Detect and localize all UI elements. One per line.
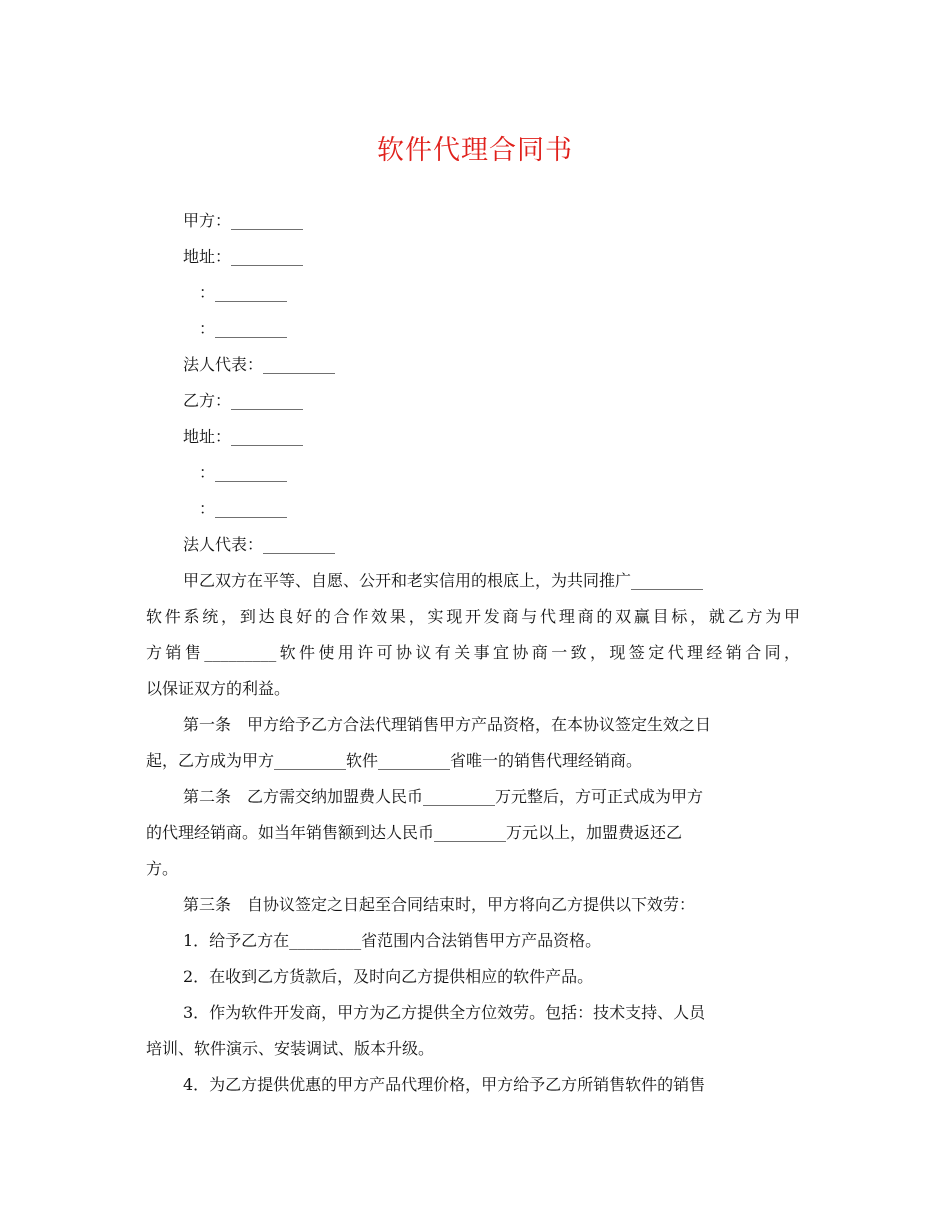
party-b-legal-rep: 法人代表：_________ [183, 535, 336, 554]
article-3-heading: 第三条 自协议签定之日起至合同结束时，甲方将向乙方提供以下效劳： [183, 895, 696, 914]
article-3-item-1: 1．给予乙方在_________省范围内合法销售甲方产品资格。 [183, 931, 602, 950]
intro-line-2: 软件系统，到达良好的合作效果，实现开发商与代理商的双赢目标，就乙方为甲 [146, 607, 800, 626]
party-a-address: 地址：_________ [183, 247, 304, 266]
party-a-field-1: ：_________ [199, 283, 288, 302]
party-b-field-2: ：_________ [199, 499, 288, 518]
intro-line-3: 方销售_________软件使用许可协议有关事宜协商一致，现签定代理经销合同， [146, 643, 800, 662]
party-a-field-2: ：_________ [199, 319, 288, 338]
article-1-line-1: 第一条 甲方给予乙方合法代理销售甲方产品资格，在本协议签定生效之日 [183, 715, 712, 734]
article-3-item-2: 2．在收到乙方货款后，及时向乙方提供相应的软件产品。 [183, 967, 594, 986]
intro-line-1: 甲乙双方在平等、自愿、公开和老实信用的根底上，为共同推广_________ [183, 571, 704, 590]
party-b-address: 地址：_________ [183, 427, 304, 446]
party-b-field-1: ：_________ [199, 463, 288, 482]
article-2-line-1: 第二条 乙方需交纳加盟费人民币_________万元整后，方可正式成为甲方 [183, 787, 704, 806]
document-title: 软件代理合同书 [377, 135, 573, 166]
article-3-item-3-line-2: 培训、软件演示、安装调试、版本升级。 [146, 1039, 435, 1058]
article-2-line-3: 方。 [146, 859, 179, 878]
party-a-name: 甲方：_________ [183, 211, 304, 230]
article-1-line-2: 起，乙方成为甲方_________软件_________省唯一的销售代理经销商。 [146, 751, 643, 770]
article-3-item-3-line-1: 3．作为软件开发商，甲方为乙方提供全方位效劳。包括：技术支持、人员 [183, 1003, 706, 1022]
intro-line-4: 以保证双方的利益。 [146, 679, 291, 698]
article-3-item-4: 4．为乙方提供优惠的甲方产品代理价格，甲方给予乙方所销售软件的销售 [183, 1075, 706, 1094]
article-2-line-2: 的代理经销商。如当年销售额到达人民币_________万元以上，加盟费返还乙 [146, 823, 683, 842]
party-a-legal-rep: 法人代表：_________ [183, 355, 336, 374]
party-b-name: 乙方：_________ [183, 391, 304, 410]
